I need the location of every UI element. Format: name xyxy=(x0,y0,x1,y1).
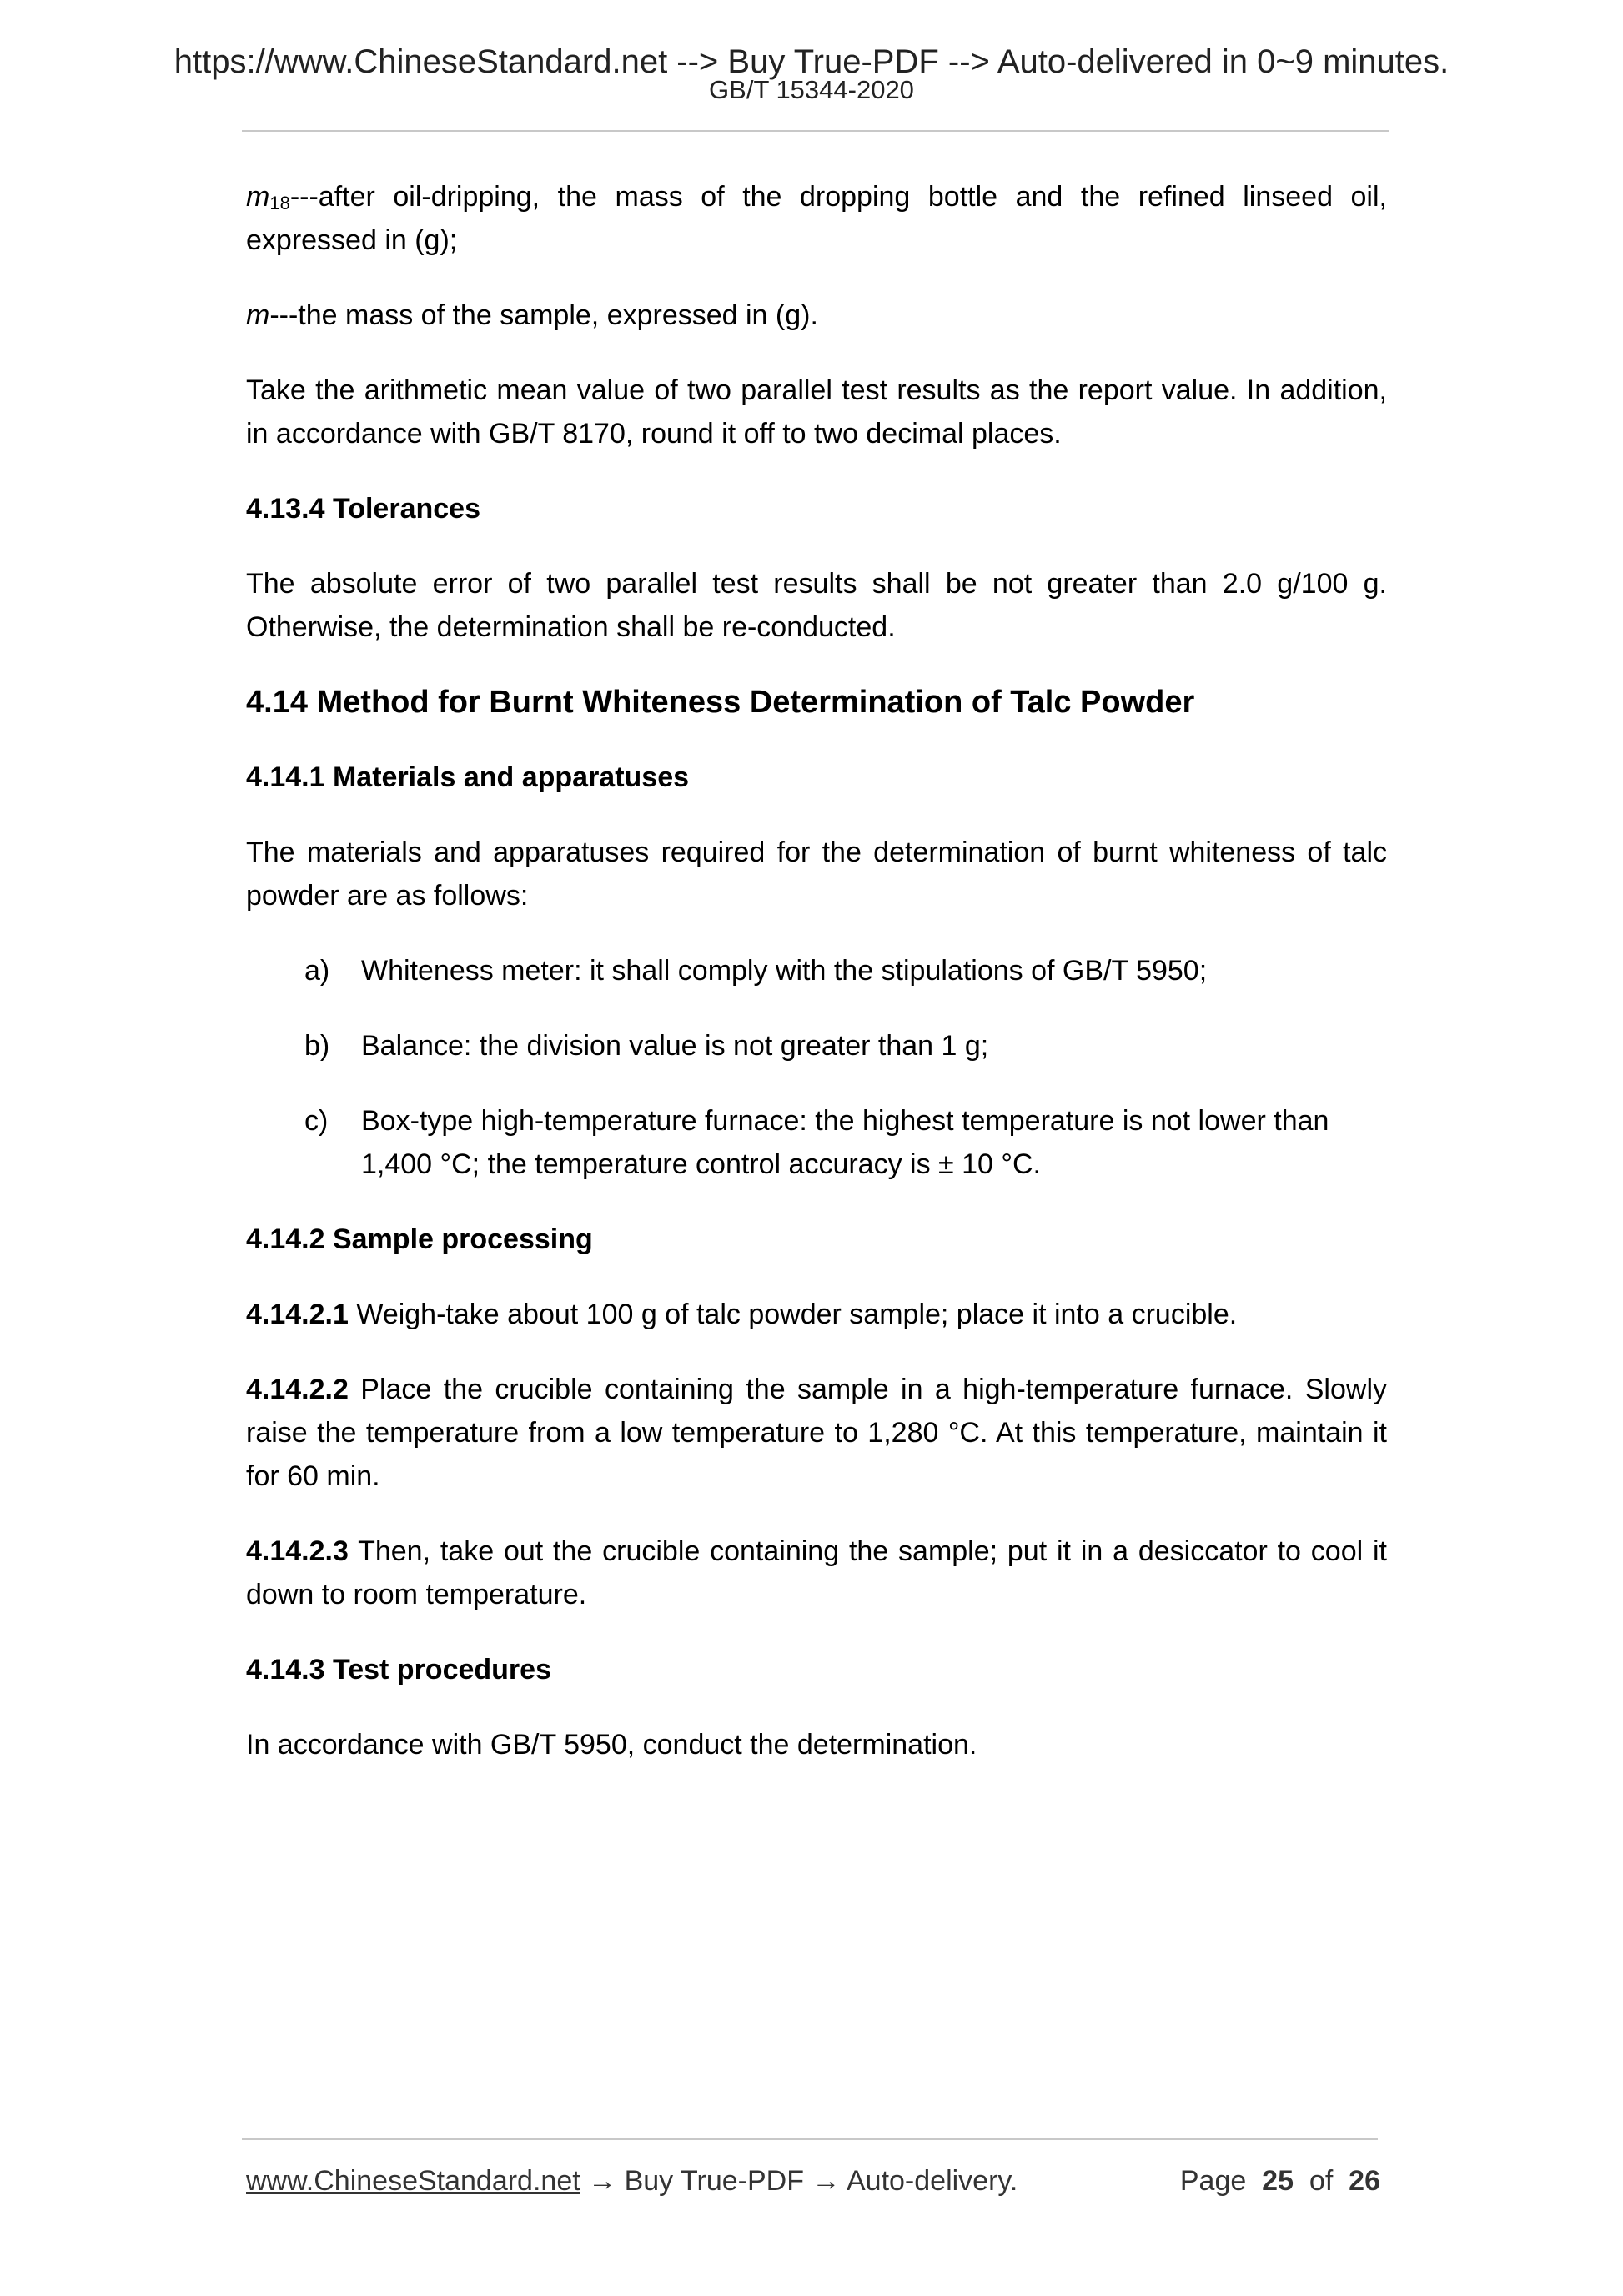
document-id: GB/T 15344-2020 xyxy=(709,75,914,104)
list-marker: c) xyxy=(304,1105,329,1137)
step-4-14-2-1 xyxy=(246,1293,1387,1336)
step-text: Place the crucible containing the sample in a high-temperature furnace. Slowly raise the temperature from a low temperature to 1,280 °C. At this temperature, maintain it for 60 min. xyxy=(246,1374,1387,1492)
page-footer xyxy=(246,2160,1380,2202)
list-item xyxy=(246,1099,1387,1186)
heading-4-13-4: 4.13.4 Tolerances xyxy=(246,493,480,525)
step-4-14-2-2 xyxy=(246,1368,1387,1498)
footer-trail: → Buy True-PDF → Auto-delivery. xyxy=(580,2165,1018,2197)
heading-4-14-2: 4.14.2 Sample processing xyxy=(246,1223,593,1255)
list-marker: b) xyxy=(304,1030,330,1062)
definition-m-text: ---the mass of the sample, expressed in (g). xyxy=(269,299,818,331)
heading-4-14-3: 4.14.3 Test procedures xyxy=(246,1654,551,1686)
footer-link[interactable]: www.ChineseStandard.net xyxy=(246,2165,580,2197)
symbol-m: m xyxy=(246,299,270,331)
page-number: 25 xyxy=(1262,2165,1294,2197)
heading-4-14-1: 4.14.1 Materials and apparatuses xyxy=(246,761,690,793)
banner-text: https://www.ChineseStandard.net --> Buy True-PDF --> Auto-delivered in 0~9 minutes. xyxy=(173,43,1450,80)
step-number: 4.14.2.2 xyxy=(246,1374,349,1405)
page-content xyxy=(246,175,1387,1798)
step-4-14-2-3 xyxy=(246,1530,1387,1616)
list-item-text: Whiteness meter: it shall comply with the stipulations of GB/T 5950; xyxy=(361,955,1208,987)
paragraph-test-procedures: In accordance with GB/T 5950, conduct the determination. xyxy=(246,1729,977,1761)
page-label: Page xyxy=(1179,2165,1247,2197)
list-marker: a) xyxy=(304,955,330,987)
symbol-m18: m xyxy=(246,181,270,213)
definition-m18-text: ---after oil-dripping, the mass of the dropping bottle and the refined linseed oil, expressed in (g); xyxy=(246,181,1387,256)
heading-4-14: 4.14 Method for Burnt Whiteness Determination of Talc Powder xyxy=(246,685,1195,720)
list-item xyxy=(246,949,1387,992)
list-item-text: Balance: the division value is not greater than 1 g; xyxy=(361,1030,989,1062)
symbol-m18-subscript: 18 xyxy=(269,193,290,214)
paragraph-materials: The materials and apparatuses required for the determination of burnt whiteness of talc powder are as follows: xyxy=(246,837,1387,912)
page-of-label: of xyxy=(1309,2165,1334,2197)
definition-m18 xyxy=(246,175,1387,262)
step-number: 4.14.2.1 xyxy=(246,1299,349,1330)
list-item-text: Box-type high-temperature furnace: the highest temperature is not lower than 1,400 °C; the temperature control accuracy is ± 10 °C. xyxy=(361,1105,1329,1180)
step-text: Then, take out the crucible containing the sample; put it in a desiccator to cool it down to room temperature. xyxy=(246,1535,1387,1610)
page-indicator xyxy=(1180,2160,1380,2202)
step-number: 4.14.2.3 xyxy=(246,1535,349,1567)
page-total: 26 xyxy=(1349,2165,1380,2197)
header-divider xyxy=(242,130,1389,132)
list-item xyxy=(246,1024,1387,1068)
step-text: Weigh-take about 100 g of talc powder sample; place it into a crucible. xyxy=(348,1299,1238,1330)
footer-divider xyxy=(242,2138,1378,2140)
paragraph-tolerances: The absolute error of two parallel test results shall be not greater than 2.0 g/100 g. Otherwise, the determination shall be re-conducted. xyxy=(246,568,1387,643)
definition-m xyxy=(246,294,1387,337)
paragraph-mean-value: Take the arithmetic mean value of two parallel test results as the report value. In addition, in accordance with GB/T 8170, round it off to two decimal places. xyxy=(246,374,1387,450)
